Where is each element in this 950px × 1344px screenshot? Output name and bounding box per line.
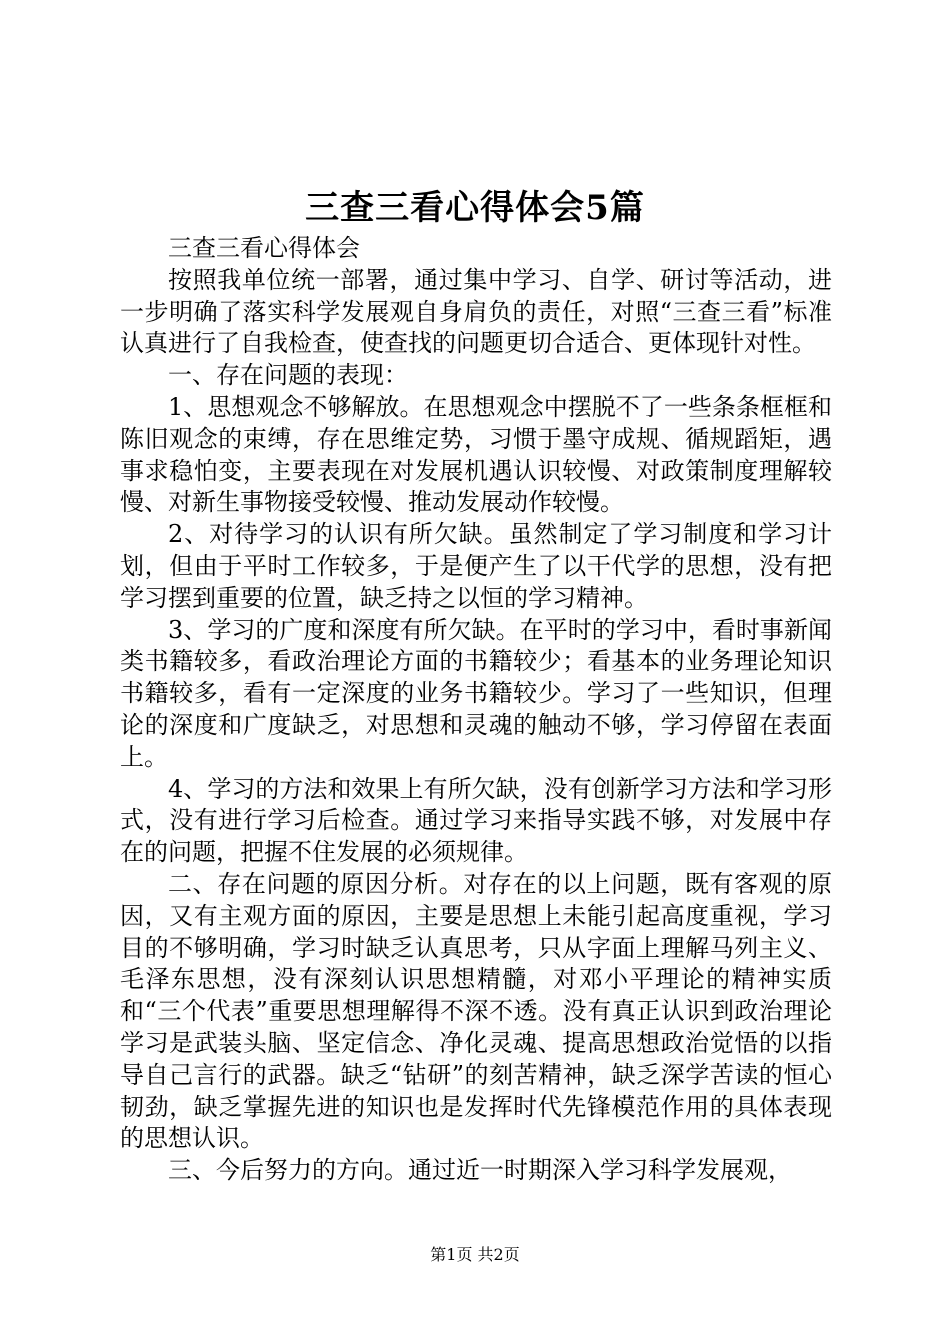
paragraph-problem-4: 4、学习的方法和效果上有所欠缺，没有创新学习方法和学习形式，没有进行学习后检查。通过学习来指导实践不够，对发展中存在的问题，把握不住发展的必须规律。 [120,774,832,867]
paragraph-intro: 按照我单位统一部署，通过集中学习、自学、研讨等活动，进一步明确了落实科学发展观自身肩负的责任，对照“三查三看”标准认真进行了自我检查，使查找的问题更切合适合、更体现针对性。 [120,265,832,358]
page-footer: 第1页 共2页 [430,1245,520,1264]
paragraph-cause-analysis: 二、存在问题的原因分析。对存在的以上问题，既有客观的原因，又有主观方面的原因，主要是思想上未能引起高度重视，学习目的不够明确，学习时缺乏认真思考，只从字面上理解马列主义、毛泽东思想，没有深刻认识思想精髓，对邓小平理论的精神实质和“三个代表”重要思想理解得不深不透。没有真正认识到政治理论学习是武装头脑、坚定信念、净化灵魂、提高思想政治觉悟的以指导自己言行的武器。缺乏“钻研”的刻苦精神，缺乏深学苦读的恒心韧劲，缺乏掌握先进的知识也是发挥时代先锋模范作用的具体表现的思想认识。 [120,869,832,1153]
document-body [120,233,832,1187]
paragraph-heading-problems: 一、存在问题的表现： [168,361,408,390]
paragraph-subtitle: 三查三看心得体会 [168,234,360,262]
paragraph-future-direction: 三、今后努力的方向。通过近一时期深入学习科学发展观， [168,1156,792,1185]
paragraph-problem-2: 2、对待学习的认识有所欠缺。虽然制定了学习制度和学习计划，但由于平时工作较多，于是便产生了以干代学的思想，没有把学习摆到重要的位置，缺乏持之以恒的学习精神。 [120,520,832,612]
paragraph-problem-1: 1、思想观念不够解放。在思想观念中摆脱不了一些条条框框和陈旧观念的束缚，存在思维定势，习惯于墨守成规、循规蹈矩，遇事求稳怕变，主要表现在对发展机遇认识较慢、对政策制度理解较慢、对新生事物接受较慢、推动发展动作较慢。 [120,392,832,517]
paragraph-problem-3: 3、学习的广度和深度有所欠缺。在平时的学习中，看时事新闻类书籍较多，看政治理论方面的书籍较少；看基本的业务理论知识书籍较多，看有一定深度的业务书籍较少。学习了一些知识，但理论的深度和广度缺乏，对思想和灵魂的触动不够，学习停留在表面上。 [120,615,832,771]
document-title: 三查三看心得体会5篇 [305,188,645,228]
